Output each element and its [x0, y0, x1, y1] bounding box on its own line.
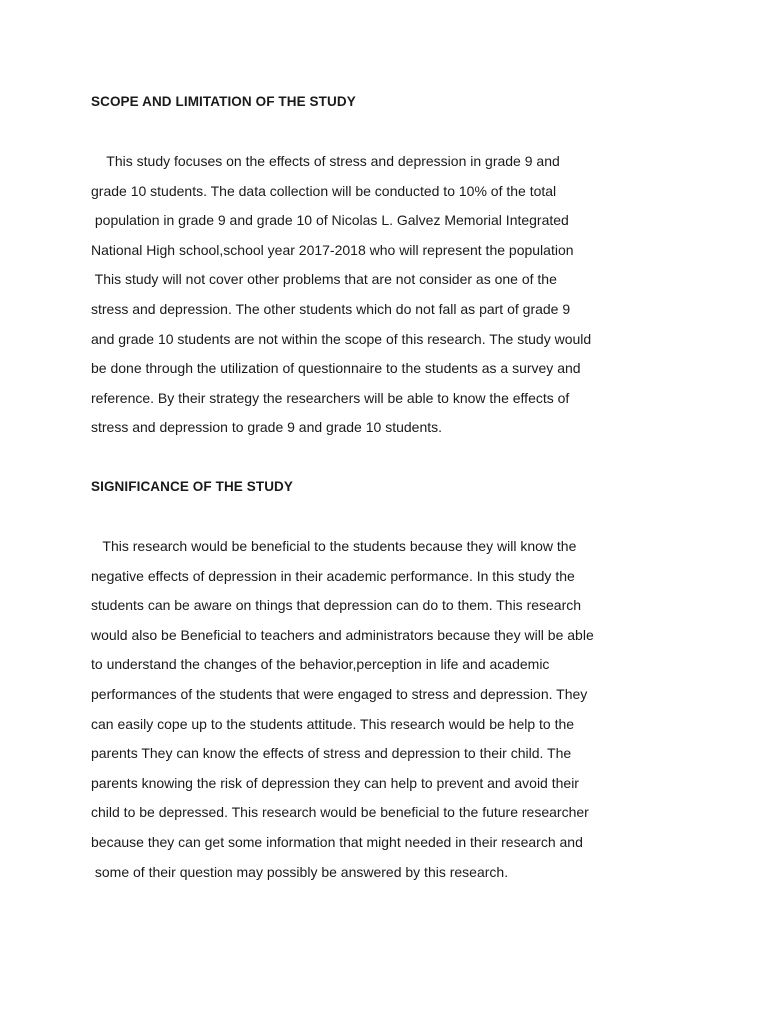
text-line: to understand the changes of the behavior,perception in life and academic: [91, 656, 550, 673]
text-line: parents knowing the risk of depression they can help to prevent and avoid their: [91, 774, 579, 791]
text-line: would also be Beneficial to teachers and administrators because they will be able: [91, 626, 594, 643]
text-line: stress and depression to grade 9 and grade 10 students.: [91, 419, 443, 436]
text-line: some of their question may possibly be answered by this research.: [91, 863, 509, 880]
text-line: because they can get some information that might needed in their research and: [91, 833, 583, 850]
text-line: National High school,school year 2017-2018 who will represent the population: [91, 241, 574, 258]
text-line: child to be depressed. This research would be beneficial to the future researcher: [91, 804, 589, 821]
text-line: and grade 10 students are not within the scope of this research. The study would: [91, 330, 592, 347]
section-heading-significance: SIGNIFICANCE OF THE STUDY: [91, 479, 294, 494]
text-line: population in grade 9 and grade 10 of Nicolas L. Galvez Memorial Integrated: [91, 212, 569, 229]
section-heading-scope: SCOPE AND LIMITATION OF THE STUDY: [91, 94, 356, 109]
text-line: negative effects of depression in their academic performance. In this study the: [91, 567, 575, 584]
section-body-significance: [91, 538, 651, 893]
text-line: parents They can know the effects of stress and depression to their child. The: [91, 745, 572, 762]
text-line: be done through the utilization of questionnaire to the students as a survey and: [91, 360, 581, 377]
section-body-scope: [91, 153, 651, 449]
text-line: This study focuses on the effects of stress and depression in grade 9 and: [91, 153, 560, 169]
text-line: This study will not cover other problems that are not consider as one of the: [91, 271, 557, 288]
text-line: reference. By their strategy the researchers will be able to know the effects of: [91, 389, 570, 406]
text-line: can easily cope up to the students attitude. This research would be help to the: [91, 715, 575, 732]
text-line: stress and depression. The other students which do not fall as part of grade 9: [91, 300, 571, 317]
text-line: students can be aware on things that depression can do to them. This research: [91, 597, 582, 614]
text-line: grade 10 students. The data collection will be conducted to 10% of the total: [91, 182, 557, 199]
text-line: performances of the students that were engaged to stress and depression. They: [91, 685, 588, 702]
text-line: This research would be beneficial to the students because they will know the: [91, 538, 577, 554]
